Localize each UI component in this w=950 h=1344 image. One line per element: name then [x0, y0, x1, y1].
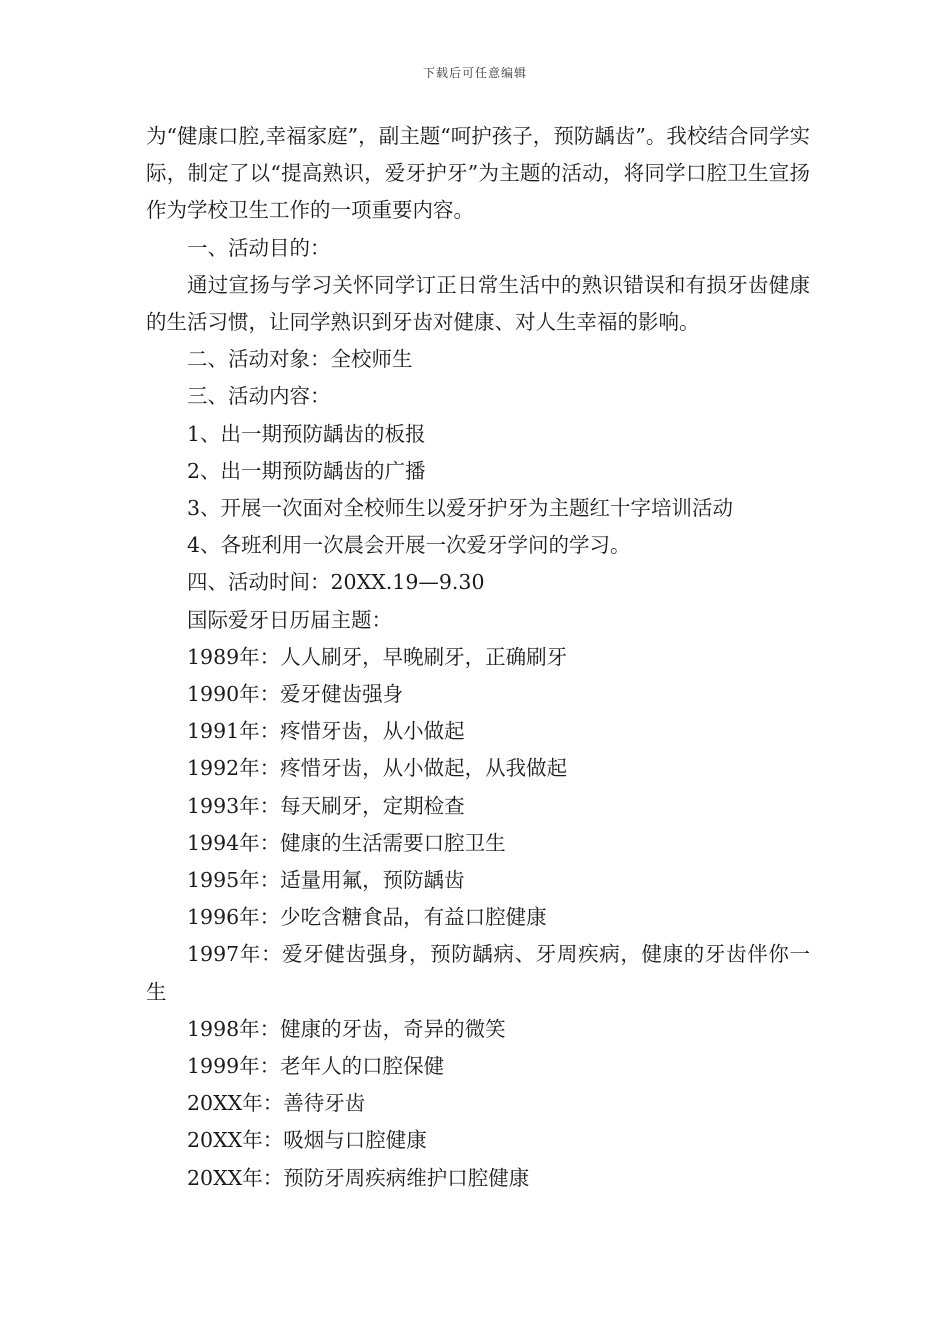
theme-item: 1997年：爱牙健齿强身，预防龋病、牙周疾病，健康的牙齿伴你一生: [146, 942, 810, 1004]
theme-item: 1998年：健康的牙齿，奇异的微笑: [187, 1016, 506, 1041]
theme-item: 20XX年：吸烟与口腔健康: [187, 1128, 427, 1153]
section-heading-audience: 二、活动对象：全校师生: [187, 347, 413, 372]
section-heading-time: 四、活动时间：20XX.19—9.30: [187, 570, 485, 595]
theme-item: 1992年：疼惜牙齿，从小做起，从我做起: [187, 756, 568, 781]
theme-item: 20XX年：预防牙周疾病维护口腔健康: [187, 1165, 530, 1190]
theme-item: 1996年：少吃含糖食品，有益口腔健康: [187, 905, 547, 930]
page-header: 下载后可任意编辑: [422, 66, 527, 80]
theme-item: 1991年：疼惜牙齿，从小做起: [187, 719, 465, 744]
theme-item: 20XX年：善待牙齿: [187, 1091, 366, 1116]
theme-item: 1989年：人人刷牙，早晚刷牙，正确刷牙: [187, 644, 568, 669]
theme-item: 1994年：健康的生活需要口腔卫生: [187, 830, 506, 855]
paragraph: 通过宣扬与学习关怀同学订正日常生活中的熟识错误和有损牙齿健康的生活习惯，让同学熟识到牙齿对健康、对人生幸福的影响。: [146, 272, 810, 335]
document-body: [146, 118, 810, 1197]
paragraph: 为“健康口腔,幸福家庭”，副主题“呵护孩子，预防龋齿”。我校结合同学实际，制定了以“提高熟识，爱牙护牙”为主题的活动，将同学口腔卫生宣扬作为学校卫生工作的一项重要内容。: [146, 124, 810, 223]
theme-item: 1993年：每天刷牙，定期检查: [187, 793, 465, 818]
list-item: 1、出一期预防龋齿的板报: [187, 421, 426, 446]
section-heading-objective: 一、活动目的：: [187, 235, 331, 260]
theme-item: 1999年：老年人的口腔保健: [187, 1054, 445, 1079]
section-heading-content: 三、活动内容：: [187, 384, 331, 409]
list-item: 3、开展一次面对全校师生以爱牙护牙为主题红十字培训活动: [187, 496, 734, 521]
theme-item: 1990年：爱牙健齿强身: [187, 682, 404, 707]
theme-item: 1995年：适量用氟，预防龋齿: [187, 868, 465, 893]
list-item: 4、各班利用一次晨会开展一次爱牙学问的学习。: [187, 533, 631, 558]
section-heading-themes: 国际爱牙日历届主题：: [187, 607, 392, 632]
list-item: 2、出一期预防龋齿的广播: [187, 458, 426, 483]
